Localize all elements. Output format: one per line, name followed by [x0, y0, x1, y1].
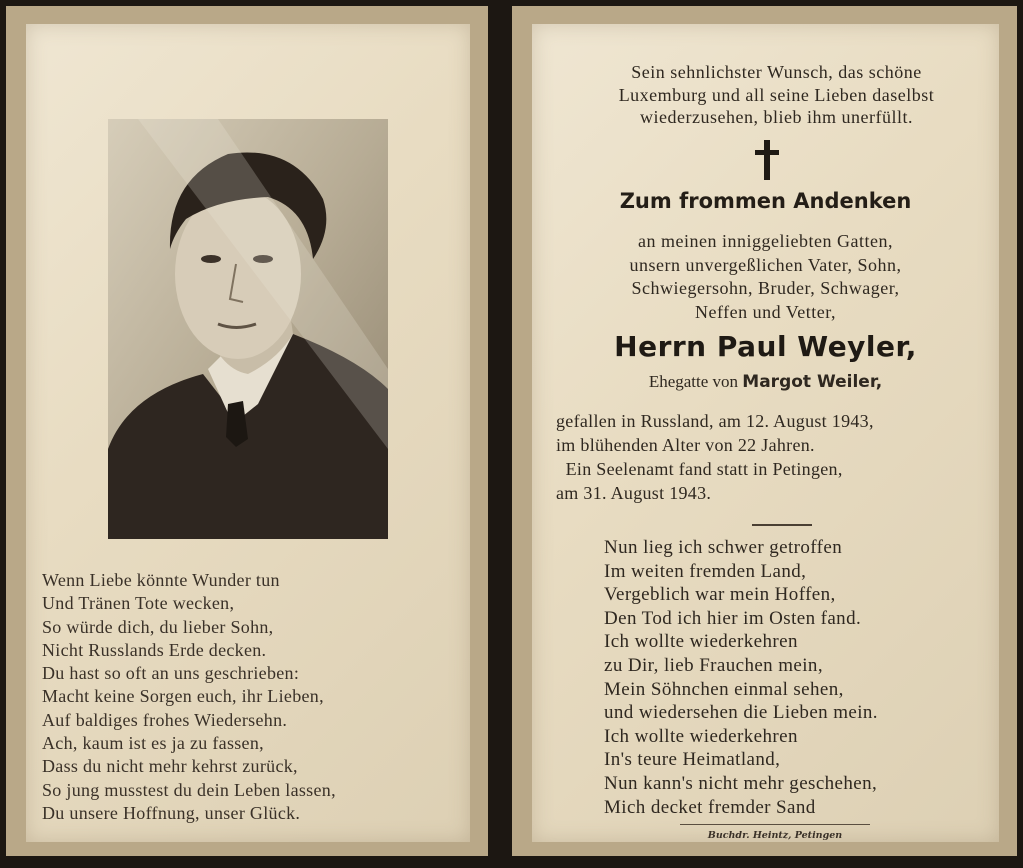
- left-poem-line: Dass du nicht mehr kehrst zurück,: [42, 756, 298, 777]
- left-card-frame: [26, 24, 470, 842]
- death-details: [556, 409, 991, 505]
- death-line: im blühenden Alter von 22 Jahren.: [556, 435, 815, 455]
- right-card-frame: [532, 24, 999, 842]
- dedication-line: unsern unvergeßlichen Vater, Sohn,: [629, 254, 902, 275]
- left-poem-line: Und Tränen Tote wecken,: [42, 593, 235, 614]
- intro-line: wiederzusehen, blieb ihm unerfüllt.: [640, 107, 913, 127]
- left-poem-line: Macht keine Sorgen euch, ihr Lieben,: [42, 686, 324, 707]
- left-poem-line: Nicht Russlands Erde decken.: [42, 639, 267, 660]
- right-poem-line: Mich decket fremder Sand: [604, 796, 816, 818]
- intro-line: Luxemburg und all seine Lieben daselbst: [618, 84, 935, 105]
- right-poem-line: Mein Söhnchen einmal sehen,: [604, 678, 844, 700]
- right-poem-line: Vergeblich war mein Hoffen,: [604, 584, 836, 606]
- right-memorial-card: [512, 6, 1017, 856]
- separator-line: [752, 524, 812, 526]
- left-poem-line: Auf baldiges frohes Wiedersehn.: [42, 709, 288, 730]
- left-poem-line: Du unsere Hoffnung, unser Glück.: [42, 802, 301, 823]
- left-memorial-card: [6, 6, 488, 856]
- dedication-line: Schwiegersohn, Bruder, Schwager,: [631, 278, 900, 298]
- spouse-name: Margot Weiler,: [742, 372, 883, 392]
- right-poem-line: Nun lieg ich schwer getroffen: [604, 537, 843, 558]
- portrait-photo: [108, 119, 388, 539]
- dedication-line: Neffen und Vetter,: [694, 301, 837, 322]
- dedication-line: an meinen inniggeliebten Gatten,: [638, 231, 893, 251]
- cross-icon: [752, 138, 782, 182]
- left-poem-line: So würde dich, du lieber Sohn,: [42, 616, 274, 637]
- right-poem-line: zu Dir, lieb Frauchen mein,: [604, 654, 823, 676]
- left-poem-line: Du hast so oft an uns geschrieben:: [42, 663, 300, 684]
- left-poem-line: Wenn Liebe könnte Wunder tun: [42, 570, 280, 590]
- right-poem-line: Nun kann's nicht mehr geschehen,: [604, 772, 878, 794]
- right-poem-line: Ich wollte wiederkehren: [604, 725, 798, 747]
- intro-line: Sein sehnlichster Wunsch, das schöne: [631, 62, 922, 82]
- printer-divider: [680, 824, 870, 825]
- dedication-text: [532, 230, 999, 324]
- left-poem: [42, 569, 462, 825]
- right-poem-line: Ich wollte wiederkehren: [604, 631, 798, 653]
- printer-credit: Buchdr. Heintz, Petingen: [707, 830, 843, 841]
- death-line: gefallen in Russland, am 12. August 1943,: [556, 411, 874, 431]
- spouse-prefix: Ehegatte von: [648, 372, 739, 391]
- death-line: am 31. August 1943.: [556, 483, 712, 503]
- right-poem-line: Im weiten fremden Land,: [604, 560, 807, 582]
- spouse-line: [532, 372, 999, 392]
- deceased-name: Herrn Paul Weyler,: [614, 330, 917, 363]
- left-poem-line: Ach, kaum ist es ja zu fassen,: [42, 733, 264, 754]
- right-poem-line: Den Tod ich hier im Osten fand.: [604, 607, 862, 629]
- death-line: Ein Seelenamt fand statt in Petingen,: [556, 459, 843, 479]
- intro-text: [574, 61, 979, 129]
- right-poem-line: In's teure Heimatland,: [604, 749, 781, 771]
- memorial-title: Zum frommen Andenken: [619, 189, 912, 213]
- left-poem-line: So jung musstest du dein Leben lassen,: [42, 779, 336, 800]
- right-poem-line: und wiedersehen die Lieben mein.: [604, 702, 878, 724]
- right-poem: [604, 536, 1004, 819]
